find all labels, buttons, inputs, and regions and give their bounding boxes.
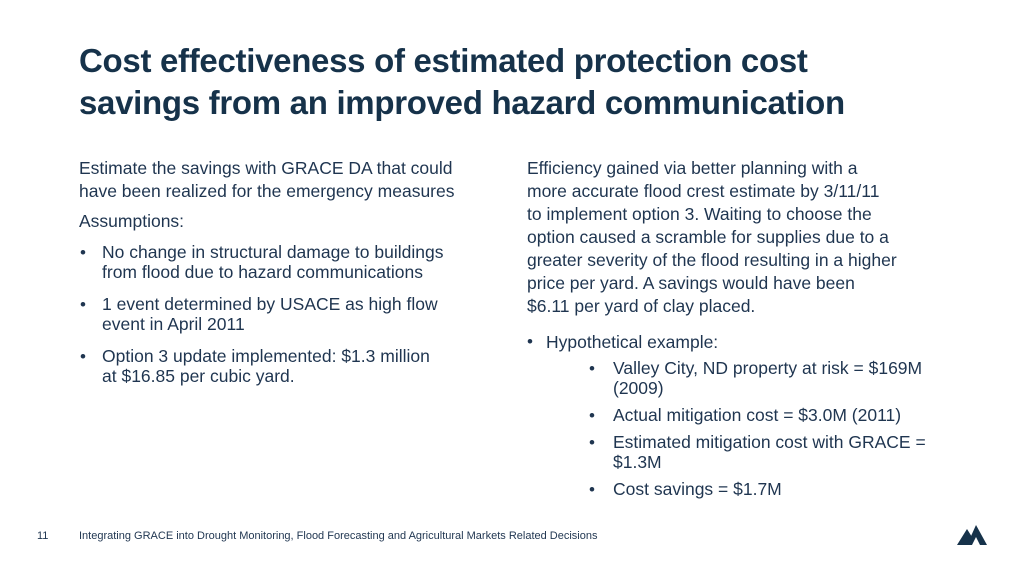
assumption-line: • Option 3 update implemented: $1.3 million bbox=[102, 346, 430, 366]
example-sub-line: $1.3M bbox=[613, 452, 662, 472]
slide-title-line-2: savings from an improved hazard communication bbox=[79, 84, 845, 121]
efficiency-line: to implement option 3. Waiting to choose the bbox=[527, 204, 872, 224]
example-sub-item bbox=[589, 432, 957, 472]
example-sub-line: • Estimated mitigation cost with GRACE = bbox=[613, 432, 926, 452]
left-column bbox=[79, 157, 509, 398]
example-sub-item bbox=[589, 479, 957, 499]
example-sub-line: • Valley City, ND property at risk = $169M bbox=[613, 358, 923, 378]
efficiency-line: more accurate flood crest estimate by 3/11/11 bbox=[527, 181, 880, 201]
assumption-item bbox=[79, 242, 509, 282]
right-column bbox=[527, 157, 957, 506]
example-item bbox=[527, 331, 957, 499]
example-sub-line: • Actual mitigation cost = $3.0M (2011) bbox=[613, 405, 902, 425]
assumption-line: • No change in structural damage to buildings bbox=[102, 242, 444, 262]
example-sub-item bbox=[589, 358, 957, 398]
assumptions-list bbox=[79, 242, 509, 386]
example-list bbox=[527, 331, 957, 499]
slide-title-line-1: Cost effectiveness of estimated protection cost bbox=[79, 42, 808, 79]
assumptions-label: Assumptions: bbox=[79, 211, 185, 231]
assumption-item bbox=[79, 294, 509, 334]
assumption-line: at $16.85 per cubic yard. bbox=[102, 366, 295, 386]
mountain-logo-icon bbox=[957, 523, 987, 545]
efficiency-line: greater severity of the flood resulting in a higher bbox=[527, 250, 897, 270]
efficiency-line: $6.11 per yard of clay placed. bbox=[527, 296, 756, 316]
intro-paragraph bbox=[79, 157, 509, 203]
efficiency-line: Efficiency gained via better planning with a bbox=[527, 158, 858, 178]
efficiency-line: price per yard. A savings would have been bbox=[527, 273, 855, 293]
example-sub-list bbox=[589, 358, 957, 499]
example-sub-line: • Cost savings = $1.7M bbox=[613, 479, 782, 499]
assumption-line: event in April 2011 bbox=[102, 314, 245, 334]
intro-line: have been realized for the emergency measures bbox=[79, 181, 455, 201]
example-sub-line: (2009) bbox=[613, 378, 664, 398]
example-sub-item bbox=[589, 405, 957, 425]
example-label: • Hypothetical example: bbox=[546, 332, 719, 352]
assumption-item bbox=[79, 346, 509, 386]
intro-line: Estimate the savings with GRACE DA that could bbox=[79, 158, 453, 178]
footer-text: Integrating GRACE into Drought Monitoring, Flood Forecasting and Agricultural Markets Related Decisions bbox=[79, 530, 598, 542]
page-number: 11 bbox=[37, 530, 49, 542]
efficiency-paragraph bbox=[527, 157, 957, 318]
assumption-line: from flood due to hazard communications bbox=[102, 262, 423, 282]
slide-title bbox=[79, 40, 959, 124]
assumption-line: • 1 event determined by USACE as high flow bbox=[102, 294, 438, 314]
efficiency-line: option caused a scramble for supplies due to a bbox=[527, 227, 889, 247]
